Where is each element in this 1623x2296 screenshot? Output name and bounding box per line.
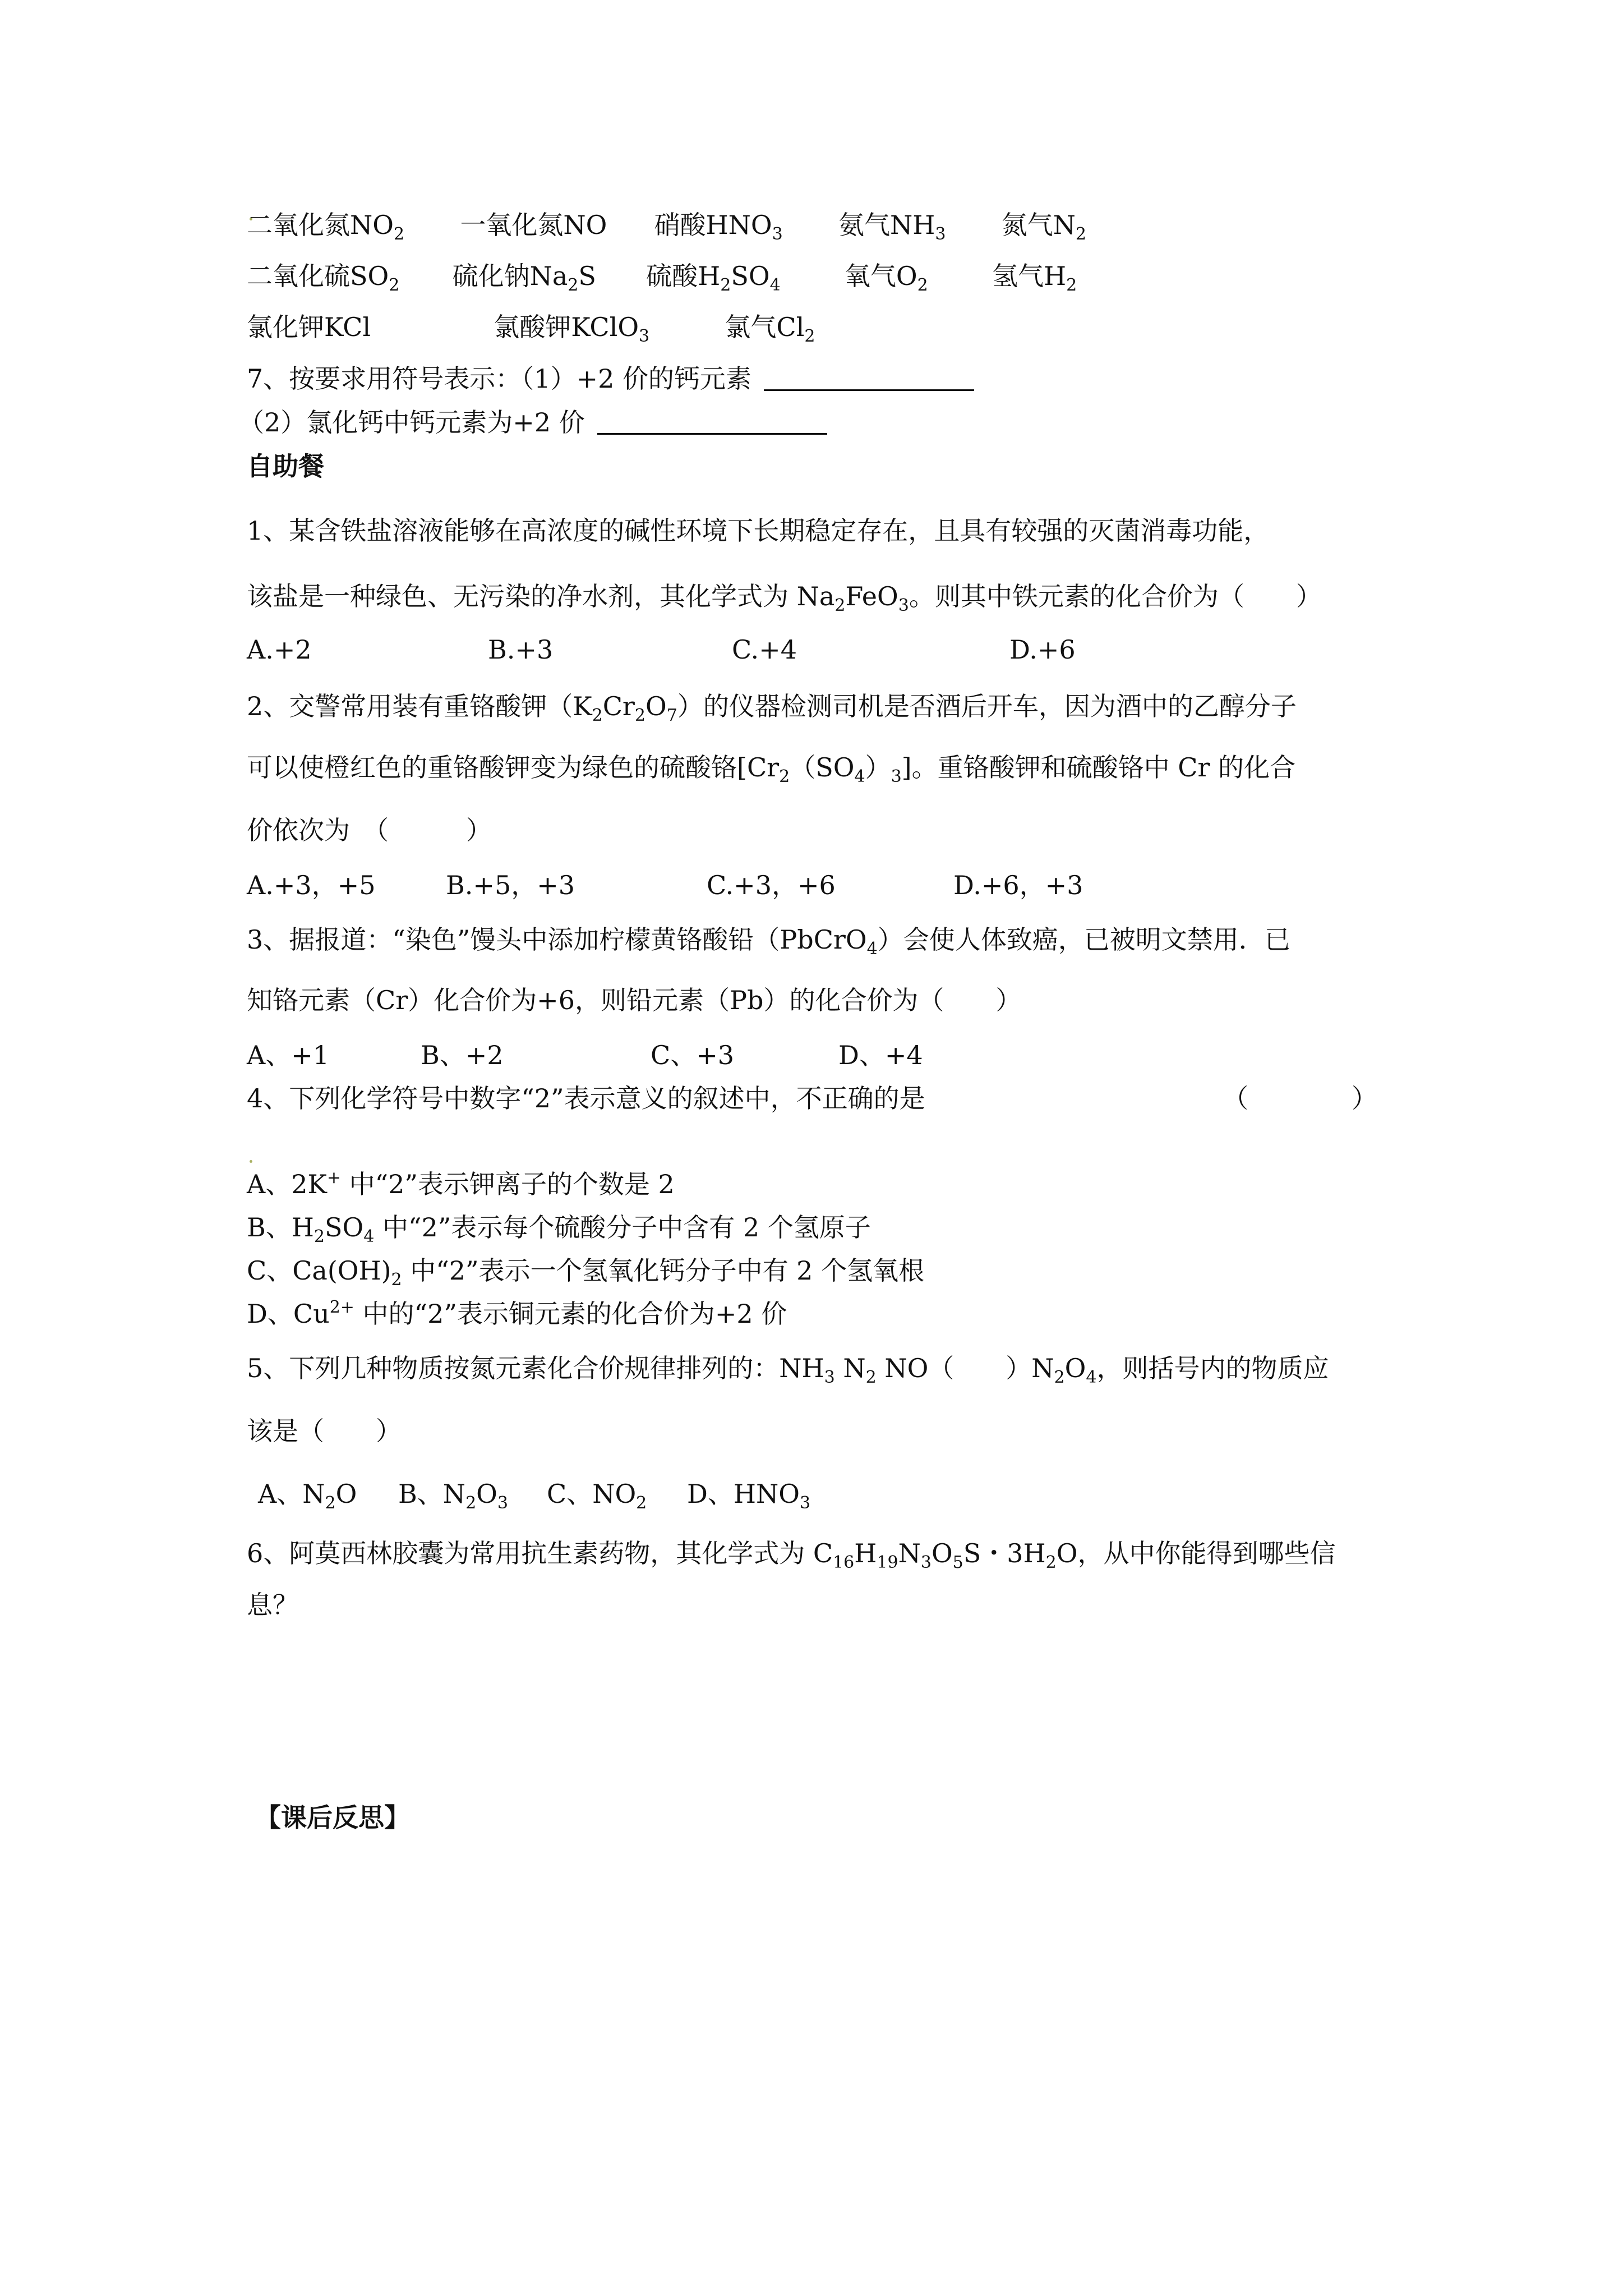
q2-line-3: 价依次为 （ ） bbox=[247, 815, 492, 845]
formula-item: 氯气$Cl_2$ bbox=[725, 312, 815, 346]
option-d[interactable]: D、+4 bbox=[838, 1040, 923, 1070]
reflection-heading: 【课后反思】 bbox=[255, 1802, 410, 1833]
option-a[interactable]: A、+1 bbox=[247, 1040, 330, 1070]
q7-line-1: 7、按要求用符号表示：（1）+2 价的钙元素 bbox=[247, 366, 974, 392]
formula-item: 二氧化氮$NO_2$ bbox=[247, 210, 405, 244]
option-c[interactable]: C、$NO_2$ bbox=[547, 1479, 647, 1513]
q3-line-1: 3、据报道：“染色”馒头中添加柠檬黄铬酸铅（PbCrO$_4$）会使人体致癌，已被明文禁用．已 bbox=[247, 924, 1290, 959]
formula-item: 氮气$N_2$ bbox=[1001, 210, 1087, 244]
option-a[interactable]: A.+3，+5 bbox=[247, 870, 376, 900]
option-a[interactable]: A、$N_2O$ bbox=[258, 1479, 357, 1513]
q5-line-2: 该是（ ） bbox=[247, 1416, 402, 1446]
option-a[interactable]: A.+2 bbox=[247, 634, 312, 665]
q4-option-c[interactable]: C、$Ca(OH)_2$ 中“2”表示一个氢氧化钙分子中有 2 个氢氧根 bbox=[247, 1255, 925, 1290]
q3-options bbox=[247, 1042, 923, 1068]
q4-stem: 4、下列化学符号中数字“2”表示意义的叙述中，不正确的是 bbox=[247, 1083, 925, 1114]
option-c[interactable]: C.+3，+6 bbox=[707, 870, 836, 900]
formula-item: 一氧化氮NO bbox=[460, 210, 607, 240]
option-b[interactable]: B、$N_2O_3$ bbox=[398, 1479, 508, 1513]
q5-options bbox=[258, 1479, 811, 1513]
q4-option-d[interactable]: D、$Cu^{2+}$ 中的“2”表示铜元素的化合价为+2 价 bbox=[247, 1297, 787, 1329]
formula-item: 硝酸$HNO_3$ bbox=[654, 210, 783, 244]
option-d[interactable]: D、$HNO_3$ bbox=[687, 1479, 811, 1513]
q5-line-1: 5、下列几种物质按氮元素化合价规律排列的：$NH_3$ $N_2$ NO（ ）$N_2O_4$，则括号内的物质应 bbox=[247, 1353, 1329, 1387]
formula-row-1 bbox=[247, 210, 1087, 244]
stray-mark bbox=[250, 1160, 252, 1163]
q1-line-1: 1、某含铁盐溶液能够在高浓度的碱性环境下长期稳定存在，且具有较强的灭菌消毒功能， bbox=[247, 516, 1270, 546]
q4-option-b[interactable]: B、$H_2SO_4$ 中“2”表示每个硫酸分子中含有 2 个氢原子 bbox=[247, 1212, 871, 1246]
q3-line-2: 知铬元素（Cr）化合价为+6，则铅元素（Pb）的化合价为（ ） bbox=[247, 985, 1022, 1015]
option-c[interactable]: C、+3 bbox=[651, 1040, 735, 1070]
answer-blank[interactable] bbox=[597, 411, 827, 435]
formula-item: 硫酸$H_2SO_4$ bbox=[646, 261, 781, 295]
formula-item: 二氧化硫$SO_2$ bbox=[247, 261, 400, 295]
formula-item: 氨气$NH_3$ bbox=[838, 210, 946, 244]
q4-answer-paren: （ ） bbox=[1223, 1083, 1377, 1114]
formula-item: 氯化钾KCl bbox=[247, 312, 371, 342]
q1-options bbox=[247, 634, 1076, 665]
option-c[interactable]: C.+4 bbox=[732, 634, 797, 665]
formula-row-2 bbox=[247, 261, 1077, 295]
option-d[interactable]: D.+6 bbox=[1009, 634, 1076, 665]
q6-line-1: 6、阿莫西林胶囊为常用抗生素药物，其化学式为 $C_{16}H_{19}N_3O_5S$・$3H_2O$，从中你能得到哪些信 bbox=[247, 1538, 1336, 1572]
q1-line-2: 该盐是一种绿色、无污染的净水剂，其化学式为 $Na_2FeO_3$。则其中铁元素的化合价为（ ） bbox=[247, 581, 1322, 615]
formula-row-3 bbox=[247, 312, 815, 346]
formula-item: 氢气$H_2$ bbox=[992, 261, 1077, 295]
option-d[interactable]: D.+6，+3 bbox=[953, 870, 1083, 900]
formula-item: 氧气$O_2$ bbox=[844, 261, 928, 295]
q2-line-2: 可以使橙红色的重铬酸钾变为绿色的硫酸铬$[Cr_2(SO_4)_3]$。重铬酸钾和硫酸铬中 Cr 的化合 bbox=[247, 752, 1296, 786]
formula-item: 氯酸钾KClO$_3$ bbox=[494, 312, 650, 346]
option-b[interactable]: B.+3 bbox=[488, 634, 554, 665]
answer-blank[interactable] bbox=[764, 367, 974, 391]
q4-option-a[interactable]: A、2K+ 中“2”表示钾离子的个数是 2 bbox=[247, 1168, 675, 1199]
formula-item: 硫化钠$Na_2S$ bbox=[452, 261, 596, 295]
q7-line-2: （2）氯化钙中钙元素为+2 价 bbox=[238, 409, 827, 435]
section-heading: 自助餐 bbox=[247, 451, 324, 481]
q2-line-1: 2、交警常用装有重铬酸钾$(K_2Cr_2O_7)$的仪器检测司机是否酒后开车，因为酒中的乙醇分子 bbox=[247, 691, 1297, 725]
q6-line-2: 息？ bbox=[247, 1590, 298, 1620]
option-b[interactable]: B.+5，+3 bbox=[446, 870, 575, 900]
q2-options bbox=[247, 872, 1083, 898]
option-b[interactable]: B、+2 bbox=[421, 1040, 504, 1070]
